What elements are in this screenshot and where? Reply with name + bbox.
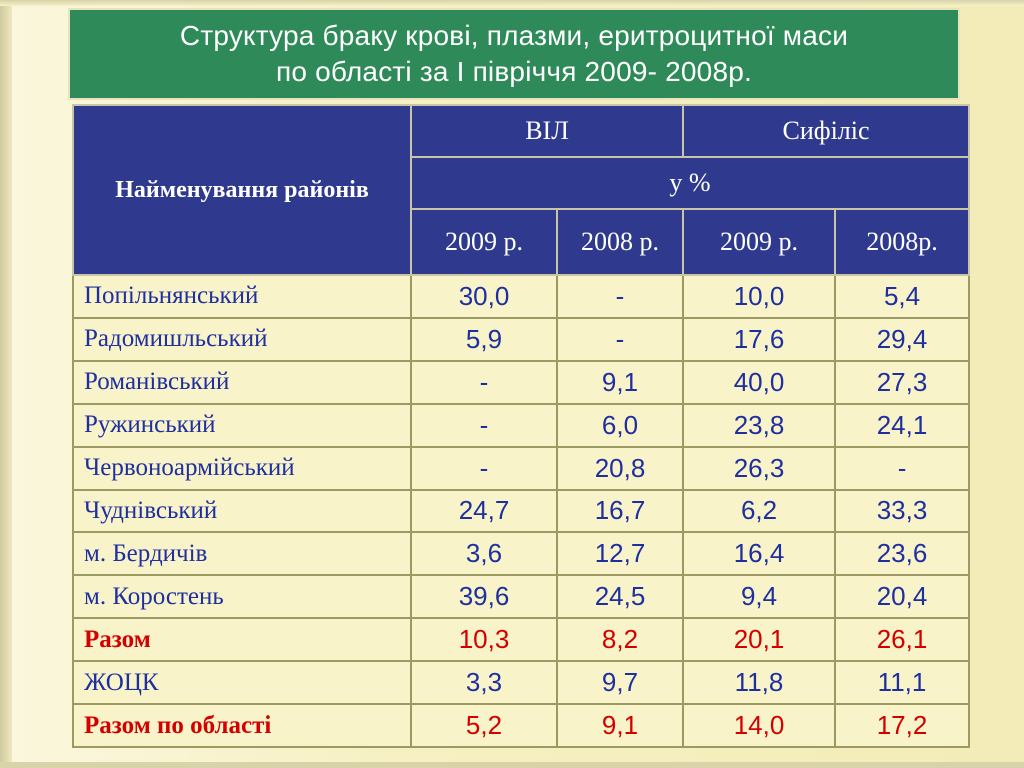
district-name-cell: Романівський: [73, 361, 411, 404]
table-row: [73, 575, 969, 618]
hiv-2009-cell: 24,7: [411, 490, 557, 533]
table-row-total: [73, 704, 969, 747]
hiv-2008-cell: 12,7: [557, 532, 683, 575]
hiv-2009-cell: -: [411, 447, 557, 490]
header-year-hiv-2009: 2009 р.: [411, 209, 557, 275]
syphilis-2008-cell: 20,4: [835, 575, 969, 618]
table-row: [73, 447, 969, 490]
hiv-2008-cell: 6,0: [557, 404, 683, 447]
syphilis-2009-cell: 10,0: [683, 275, 835, 318]
slide-edge-top: [0, 0, 1024, 6]
syphilis-2009-cell: 17,6: [683, 318, 835, 361]
syphilis-2009-cell: 40,0: [683, 361, 835, 404]
hiv-2008-cell: 9,7: [557, 661, 683, 704]
hiv-2008-cell: 9,1: [557, 361, 683, 404]
hiv-2008-cell: 24,5: [557, 575, 683, 618]
table-row-total: [73, 618, 969, 661]
syphilis-2009-cell: 23,8: [683, 404, 835, 447]
hiv-2008-cell: 9,1: [557, 704, 683, 747]
syphilis-2008-cell: 27,3: [835, 361, 969, 404]
syphilis-2008-cell: 23,6: [835, 532, 969, 575]
hiv-2008-cell: 20,8: [557, 447, 683, 490]
district-name-cell: Разом: [73, 618, 411, 661]
syphilis-2008-cell: 33,3: [835, 490, 969, 533]
hiv-2009-cell: 3,3: [411, 661, 557, 704]
district-name-cell: Чуднівський: [73, 490, 411, 533]
hiv-2008-cell: -: [557, 318, 683, 361]
header-district-name: Найменування районів: [73, 105, 411, 275]
table-row: [73, 490, 969, 533]
hiv-2009-cell: -: [411, 361, 557, 404]
hiv-2009-cell: 39,6: [411, 575, 557, 618]
slide-edge-bottom: [0, 762, 1024, 768]
district-name-cell: Разом по області: [73, 704, 411, 747]
syphilis-2008-cell: 5,4: [835, 275, 969, 318]
hiv-2009-cell: 30,0: [411, 275, 557, 318]
data-table-wrapper: [72, 104, 968, 748]
syphilis-2009-cell: 20,1: [683, 618, 835, 661]
syphilis-2008-cell: 24,1: [835, 404, 969, 447]
header-row-groups: [73, 105, 969, 157]
syphilis-2009-cell: 6,2: [683, 490, 835, 533]
slide-edge-left: [0, 0, 12, 768]
syphilis-2009-cell: 14,0: [683, 704, 835, 747]
hiv-2008-cell: -: [557, 275, 683, 318]
table-row: [73, 361, 969, 404]
table-body: [73, 275, 969, 747]
header-year-hiv-2008: 2008 р.: [557, 209, 683, 275]
header-year-syphilis-2008: 2008р.: [835, 209, 969, 275]
header-group-hiv: ВІЛ: [411, 105, 683, 157]
district-name-cell: Радомишльський: [73, 318, 411, 361]
syphilis-2009-cell: 16,4: [683, 532, 835, 575]
hiv-2008-cell: 16,7: [557, 490, 683, 533]
hiv-2009-cell: 10,3: [411, 618, 557, 661]
district-name-cell: Попільнянський: [73, 275, 411, 318]
syphilis-2008-cell: 26,1: [835, 618, 969, 661]
hiv-2009-cell: 5,2: [411, 704, 557, 747]
syphilis-2008-cell: 17,2: [835, 704, 969, 747]
syphilis-2008-cell: 11,1: [835, 661, 969, 704]
syphilis-2009-cell: 9,4: [683, 575, 835, 618]
district-name-cell: м. Коростень: [73, 575, 411, 618]
slide-title-box: [68, 8, 960, 100]
syphilis-2009-cell: 11,8: [683, 661, 835, 704]
table-row: [73, 275, 969, 318]
table-row: [73, 404, 969, 447]
hiv-2009-cell: 5,9: [411, 318, 557, 361]
syphilis-2008-cell: 29,4: [835, 318, 969, 361]
syphilis-2009-cell: 26,3: [683, 447, 835, 490]
district-name-cell: Ружинський: [73, 404, 411, 447]
data-table: [72, 104, 970, 748]
district-name-cell: ЖОЦК: [73, 661, 411, 704]
header-unit: у %: [411, 157, 969, 209]
table-row: [73, 661, 969, 704]
hiv-2008-cell: 8,2: [557, 618, 683, 661]
table-header: [73, 105, 969, 275]
table-row: [73, 318, 969, 361]
header-year-syphilis-2009: 2009 р.: [683, 209, 835, 275]
slide-title-line-2: по області за І півріччя 2009- 2008р.: [276, 56, 752, 87]
hiv-2009-cell: 3,6: [411, 532, 557, 575]
syphilis-2008-cell: -: [835, 447, 969, 490]
hiv-2009-cell: -: [411, 404, 557, 447]
header-group-syphilis: Сифіліс: [683, 105, 969, 157]
district-name-cell: м. Бердичів: [73, 532, 411, 575]
table-row: [73, 532, 969, 575]
district-name-cell: Червоноармійський: [73, 447, 411, 490]
slide-title-line-1: Структура браку крові, плазми, еритроцитної маси: [179, 20, 849, 51]
